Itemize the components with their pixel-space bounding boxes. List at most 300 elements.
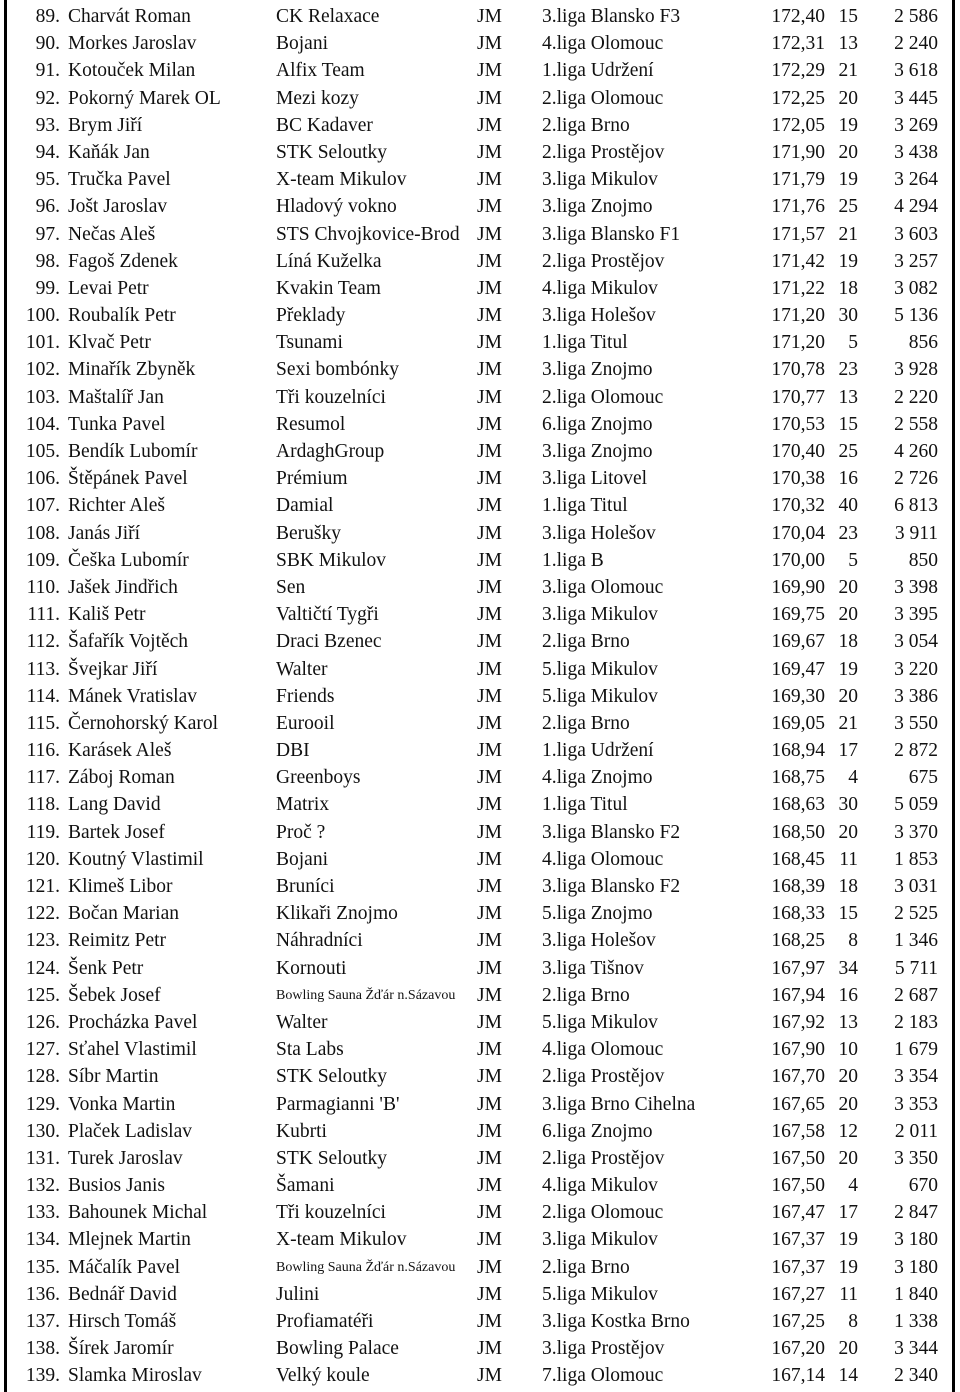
rank-cell: 122.: [25, 903, 60, 925]
player-name-cell: Bartek Josef: [68, 821, 165, 843]
rank-cell: 137.: [25, 1311, 60, 1332]
category-cell: JM: [477, 794, 502, 816]
category-cell: JM: [477, 1093, 502, 1115]
player-name-cell: Busios Janis: [68, 1175, 165, 1197]
pins-total-cell: 2 220: [894, 386, 938, 408]
table-row: [0, 1199, 950, 1226]
pins-total-cell: 4 294: [894, 196, 938, 218]
pins-total-cell: 3 180: [894, 1229, 938, 1251]
games-count-cell: 13: [838, 386, 858, 408]
rank-cell: 126.: [25, 1011, 60, 1033]
player-name-cell: Kotouček Milan: [68, 60, 196, 82]
average-cell: 168,25: [771, 930, 825, 952]
category-cell: JM: [477, 1066, 502, 1088]
player-name-cell: Jošt Jaroslav: [68, 196, 168, 218]
player-name-cell: Slamka Miroslav: [68, 1365, 202, 1387]
category-cell: JM: [477, 33, 502, 55]
games-count-cell: 13: [838, 33, 858, 55]
pins-total-cell: 2 558: [894, 413, 938, 435]
average-cell: 170,53: [771, 413, 825, 435]
table-row: [0, 221, 950, 248]
pins-total-cell: 3 257: [894, 250, 938, 272]
table-row: [0, 982, 950, 1009]
rank-cell: 114.: [26, 685, 60, 707]
average-cell: 167,92: [771, 1011, 825, 1033]
player-name-cell: Tručka Pavel: [68, 169, 171, 191]
average-cell: 169,90: [771, 576, 825, 598]
pins-total-cell: 3 354: [894, 1066, 938, 1088]
rank-cell: 107.: [25, 495, 60, 517]
games-count-cell: 20: [838, 1066, 858, 1088]
average-cell: 170,38: [771, 468, 825, 490]
category-cell: JM: [477, 712, 502, 734]
table-row: [0, 465, 950, 492]
category-cell: JM: [477, 1229, 502, 1251]
league-cell: 6.liga Znojmo: [542, 413, 653, 435]
games-count-cell: 19: [838, 658, 858, 680]
average-cell: 168,63: [771, 794, 825, 816]
table-row: [0, 356, 950, 383]
pins-total-cell: 5 059: [894, 794, 938, 816]
league-cell: 4.liga Olomouc: [542, 1039, 664, 1061]
average-cell: 167,94: [771, 984, 825, 1006]
rank-cell: 108.: [25, 522, 60, 544]
table-row: [0, 384, 950, 411]
pins-total-cell: 3 438: [894, 141, 938, 163]
league-cell: 2.liga Prostějov: [542, 1147, 665, 1169]
rank-cell: 98.: [35, 250, 60, 272]
category-cell: JM: [477, 1202, 502, 1224]
average-cell: 167,47: [771, 1202, 825, 1224]
rank-cell: 125.: [25, 984, 60, 1006]
player-name-cell: Brym Jiří: [68, 114, 143, 136]
team-name-cell: Valtičtí Tygři: [276, 604, 379, 626]
category-cell: JM: [477, 1147, 502, 1169]
league-cell: 3.liga Litovel: [542, 468, 648, 490]
rank-cell: 123.: [25, 930, 60, 952]
average-cell: 167,27: [771, 1283, 825, 1305]
league-cell: 4.liga Mikulov: [542, 277, 658, 299]
league-cell: 2.liga Brno: [542, 114, 630, 136]
average-cell: 171,20: [771, 305, 825, 327]
rank-cell: 103.: [25, 386, 60, 408]
league-cell: 2.liga Brno: [542, 1256, 630, 1278]
league-cell: 5.liga Mikulov: [542, 1011, 658, 1033]
games-count-cell: 40: [838, 495, 858, 517]
player-name-cell: Klvač Petr: [68, 332, 151, 354]
games-count-cell: 16: [838, 984, 858, 1006]
average-cell: 168,45: [771, 848, 825, 870]
league-cell: 3.liga Holešov: [542, 930, 656, 952]
player-name-cell: Klimeš Libor: [68, 876, 173, 897]
team-name-cell: Eurooil: [276, 712, 335, 734]
table-row: [0, 438, 950, 465]
pins-total-cell: 2 183: [894, 1011, 938, 1033]
table-row: [0, 85, 950, 112]
pins-total-cell: 1 679: [894, 1039, 938, 1061]
player-name-cell: Mlejnek Martin: [68, 1229, 191, 1251]
rank-cell: 109.: [25, 549, 60, 571]
table-row: [0, 275, 950, 302]
team-name-cell: SBK Mikulov: [276, 549, 386, 571]
team-name-cell: Kornouti: [276, 957, 347, 979]
rank-cell: 119.: [26, 821, 60, 843]
games-count-cell: 5: [848, 332, 858, 354]
table-row: [0, 302, 950, 329]
games-count-cell: 8: [848, 1311, 858, 1332]
category-cell: JM: [477, 169, 502, 191]
category-cell: JM: [477, 332, 502, 354]
table-row: [0, 1063, 950, 1090]
pins-total-cell: 1 338: [894, 1311, 938, 1332]
table-row: [0, 492, 950, 519]
pins-total-cell: 2 340: [894, 1365, 938, 1387]
team-name-cell: Tři kouzelníci: [276, 386, 386, 408]
rank-cell: 104.: [25, 413, 60, 435]
games-count-cell: 21: [838, 712, 858, 734]
games-count-cell: 8: [848, 930, 858, 952]
right-border-rule: [952, 0, 955, 1392]
pins-total-cell: 3 220: [894, 658, 938, 680]
league-cell: 3.liga Znojmo: [542, 196, 653, 218]
games-count-cell: 17: [838, 740, 858, 762]
games-count-cell: 12: [838, 1120, 858, 1142]
games-count-cell: 20: [838, 604, 858, 626]
team-name-cell: Julini: [276, 1283, 320, 1305]
team-name-cell: STK Seloutky: [276, 141, 388, 163]
team-name-cell: Kubrti: [276, 1120, 327, 1142]
rank-cell: 118.: [26, 794, 60, 816]
table-row: [0, 166, 950, 193]
player-name-cell: Roubalík Petr: [68, 305, 176, 327]
league-cell: 2.liga Brno: [542, 984, 630, 1006]
rank-cell: 96.: [35, 196, 60, 218]
table-row: [0, 248, 950, 275]
league-cell: 2.liga Brno: [542, 712, 630, 734]
average-cell: 168,94: [771, 740, 825, 762]
category-cell: JM: [477, 767, 502, 789]
games-count-cell: 17: [838, 1202, 858, 1224]
player-name-cell: Turek Jaroslav: [68, 1147, 183, 1169]
league-cell: 3.liga Znojmo: [542, 359, 653, 381]
average-cell: 172,29: [771, 60, 825, 82]
table-row: [0, 574, 950, 601]
category-cell: JM: [477, 903, 502, 925]
rank-cell: 138.: [25, 1338, 60, 1360]
games-count-cell: 4: [848, 1175, 858, 1197]
games-count-cell: 20: [838, 685, 858, 707]
player-name-cell: Charvát Roman: [68, 6, 191, 27]
rank-cell: 120.: [25, 848, 60, 870]
league-cell: 3.liga Blansko F2: [542, 821, 681, 843]
player-name-cell: Karásek Aleš: [68, 740, 172, 762]
table-row: [0, 1036, 950, 1063]
team-name-cell: Mezi kozy: [276, 87, 359, 109]
table-row: [0, 737, 950, 764]
average-cell: 171,79: [771, 169, 825, 191]
rank-cell: 133.: [25, 1202, 60, 1224]
games-count-cell: 19: [838, 114, 858, 136]
league-cell: 7.liga Olomouc: [542, 1365, 664, 1387]
games-count-cell: 11: [839, 1283, 858, 1305]
table-row: [0, 764, 950, 791]
category-cell: JM: [477, 305, 502, 327]
team-name-cell: Tři kouzelníci: [276, 1202, 386, 1224]
category-cell: JM: [477, 441, 502, 462]
average-cell: 167,37: [771, 1256, 825, 1278]
league-cell: 5.liga Mikulov: [542, 658, 658, 680]
category-cell: JM: [477, 604, 502, 626]
games-count-cell: 25: [838, 196, 858, 218]
category-cell: JM: [477, 685, 502, 707]
team-name-cell: Šamani: [276, 1175, 335, 1197]
rank-cell: 132.: [25, 1175, 60, 1197]
category-cell: JM: [477, 1120, 502, 1142]
games-count-cell: 16: [838, 468, 858, 490]
rank-cell: 112.: [26, 631, 60, 653]
rank-cell: 106.: [25, 468, 60, 490]
table-row: [0, 628, 950, 655]
average-cell: 170,78: [771, 359, 825, 381]
player-name-cell: Pokorný Marek OL: [68, 87, 221, 109]
average-cell: 171,57: [771, 223, 825, 245]
rank-cell: 99.: [35, 277, 60, 299]
player-name-cell: Máčalík Pavel: [68, 1256, 181, 1278]
league-cell: 4.liga Mikulov: [542, 1175, 658, 1197]
league-cell: 3.liga Blansko F2: [542, 876, 681, 897]
rank-cell: 139.: [25, 1365, 60, 1387]
team-name-cell: Bojani: [276, 33, 328, 55]
team-name-cell: Parmagianni 'B': [276, 1093, 400, 1115]
player-name-cell: Minařík Zbyněk: [68, 359, 196, 381]
table-row: [0, 1172, 950, 1199]
team-name-cell: Matrix: [276, 794, 330, 816]
average-cell: 167,37: [771, 1229, 825, 1251]
games-count-cell: 20: [838, 576, 858, 598]
pins-total-cell: 2 240: [894, 33, 938, 55]
league-cell: 1.liga Titul: [542, 332, 628, 354]
ranking-table: [0, 3, 950, 1390]
player-name-cell: Sťahel Vlastimil: [68, 1039, 197, 1061]
average-cell: 169,30: [771, 685, 825, 707]
average-cell: 170,77: [771, 386, 825, 408]
player-name-cell: Richter Aleš: [68, 495, 165, 517]
games-count-cell: 14: [838, 1365, 858, 1387]
player-name-cell: Fagoš Zdenek: [68, 250, 178, 272]
average-cell: 167,58: [771, 1120, 825, 1142]
player-name-cell: Maštalíř Jan: [68, 386, 164, 408]
category-cell: JM: [477, 1039, 502, 1061]
player-name-cell: Černohorský Karol: [68, 712, 219, 734]
average-cell: 172,25: [771, 87, 825, 109]
table-row: [0, 791, 950, 818]
team-name-cell: Bojani: [276, 848, 328, 870]
pins-total-cell: 4 260: [894, 441, 938, 462]
pins-total-cell: 3 269: [894, 114, 938, 136]
table-row: [0, 1118, 950, 1145]
pins-total-cell: 850: [908, 549, 938, 571]
table-row: [0, 656, 950, 683]
table-row: [0, 139, 950, 166]
team-name-cell: CK Relaxace: [276, 6, 380, 27]
team-name-cell: Damial: [276, 495, 334, 517]
team-name-cell: X-team Mikulov: [276, 1229, 407, 1251]
category-cell: JM: [477, 740, 502, 762]
team-name-cell: Líná Kuželka: [276, 250, 382, 272]
games-count-cell: 5: [848, 549, 858, 571]
rank-cell: 89.: [35, 6, 60, 27]
league-cell: 3.liga Brno Cihelna: [542, 1093, 696, 1115]
category-cell: JM: [477, 848, 502, 870]
league-cell: 3.liga Prostějov: [542, 1338, 665, 1360]
rank-cell: 100.: [25, 305, 60, 327]
pins-total-cell: 3 618: [894, 60, 938, 82]
league-cell: 5.liga Mikulov: [542, 1283, 658, 1305]
rank-cell: 115.: [26, 712, 60, 734]
table-row: [0, 683, 950, 710]
league-cell: 4.liga Znojmo: [542, 767, 653, 789]
team-name-cell: Alfix Team: [276, 60, 365, 82]
league-cell: 3.liga Olomouc: [542, 576, 664, 598]
team-name-cell: DBI: [276, 740, 310, 762]
average-cell: 172,05: [771, 114, 825, 136]
category-cell: JM: [477, 984, 502, 1006]
table-row: [0, 1308, 950, 1335]
league-cell: 3.liga Blansko F3: [542, 6, 681, 27]
team-name-cell: Walter: [276, 658, 328, 680]
league-cell: 3.liga Kostka Brno: [542, 1311, 690, 1332]
league-cell: 2.liga Olomouc: [542, 1202, 664, 1224]
league-cell: 4.liga Olomouc: [542, 33, 664, 55]
category-cell: JM: [477, 495, 502, 517]
player-name-cell: Síbr Martin: [68, 1066, 159, 1088]
category-cell: JM: [477, 930, 502, 952]
table-row: [0, 547, 950, 574]
games-count-cell: 20: [838, 1338, 858, 1360]
pins-total-cell: 670: [908, 1175, 938, 1197]
average-cell: 167,25: [771, 1311, 825, 1332]
average-cell: 167,14: [771, 1365, 825, 1387]
team-name-cell: Bruníci: [276, 876, 335, 897]
table-row: [0, 900, 950, 927]
table-row: [0, 1335, 950, 1362]
player-name-cell: Tunka Pavel: [68, 413, 166, 435]
league-cell: 1.liga B: [542, 549, 604, 571]
league-cell: 4.liga Olomouc: [542, 848, 664, 870]
league-cell: 2.liga Prostějov: [542, 1066, 665, 1088]
rank-cell: 129.: [25, 1093, 60, 1115]
games-count-cell: 21: [838, 60, 858, 82]
category-cell: JM: [477, 386, 502, 408]
category-cell: JM: [477, 1256, 502, 1278]
league-cell: 3.liga Blansko F1: [542, 223, 681, 245]
rank-cell: 134.: [25, 1229, 60, 1251]
category-cell: JM: [477, 549, 502, 571]
league-cell: 5.liga Mikulov: [542, 685, 658, 707]
team-name-cell: Resumol: [276, 413, 346, 435]
rank-cell: 101.: [25, 332, 60, 354]
player-name-cell: Bednář David: [68, 1283, 177, 1305]
rank-cell: 113.: [26, 658, 60, 680]
rank-cell: 90.: [35, 33, 60, 55]
category-cell: JM: [477, 631, 502, 653]
table-row: [0, 1362, 950, 1389]
player-name-cell: Morkes Jaroslav: [68, 33, 197, 55]
team-name-cell: Sexi bombónky: [276, 359, 399, 381]
table-row: [0, 1226, 950, 1253]
games-count-cell: 20: [838, 1093, 858, 1115]
team-name-cell: Bowling Palace: [276, 1338, 399, 1360]
player-name-cell: Kališ Petr: [68, 604, 146, 626]
games-count-cell: 13: [838, 1011, 858, 1033]
table-row: [0, 193, 950, 220]
rank-cell: 97.: [35, 223, 60, 245]
table-row: [0, 1009, 950, 1036]
pins-total-cell: 3 082: [894, 277, 938, 299]
table-row: [0, 520, 950, 547]
rank-cell: 110.: [26, 576, 60, 598]
table-row: [0, 112, 950, 139]
rank-cell: 91.: [35, 60, 60, 82]
team-name-cell: Bowling Sauna Žďár n.Sázavou: [276, 1259, 456, 1275]
games-count-cell: 19: [838, 1229, 858, 1251]
category-cell: JM: [477, 1365, 502, 1387]
category-cell: JM: [477, 250, 502, 272]
player-name-cell: Bahounek Michal: [68, 1202, 208, 1224]
average-cell: 170,00: [771, 549, 825, 571]
pins-total-cell: 2 525: [894, 903, 938, 925]
team-name-cell: BC Kadaver: [276, 114, 373, 136]
category-cell: JM: [477, 1011, 502, 1033]
games-count-cell: 15: [838, 6, 858, 27]
games-count-cell: 30: [838, 305, 858, 327]
average-cell: 169,47: [771, 658, 825, 680]
category-cell: JM: [477, 1311, 502, 1332]
pins-total-cell: 2 726: [894, 468, 938, 490]
average-cell: 170,32: [771, 495, 825, 517]
average-cell: 169,75: [771, 604, 825, 626]
games-count-cell: 23: [838, 359, 858, 381]
table-row: [0, 1281, 950, 1308]
team-name-cell: Profiamatéři: [276, 1311, 374, 1332]
games-count-cell: 15: [838, 903, 858, 925]
category-cell: JM: [477, 6, 502, 27]
pins-total-cell: 5 136: [894, 305, 938, 327]
average-cell: 172,31: [771, 33, 825, 55]
team-name-cell: Tsunami: [276, 332, 343, 354]
pins-total-cell: 5 711: [894, 957, 938, 979]
league-cell: 3.liga Holešov: [542, 305, 656, 327]
average-cell: 168,33: [771, 903, 825, 925]
league-cell: 3.liga Mikulov: [542, 604, 658, 626]
league-cell: 2.liga Brno: [542, 631, 630, 653]
games-count-cell: 11: [839, 848, 858, 870]
category-cell: JM: [477, 60, 502, 82]
rank-cell: 92.: [35, 87, 60, 109]
rank-cell: 105.: [25, 441, 60, 462]
team-name-cell: Berušky: [276, 522, 341, 544]
games-count-cell: 23: [838, 522, 858, 544]
player-name-cell: Šafařík Vojtěch: [68, 631, 189, 653]
pins-total-cell: 1 853: [894, 848, 938, 870]
player-name-cell: Šírek Jaromír: [68, 1338, 174, 1360]
team-name-cell: Proč ?: [276, 821, 326, 843]
average-cell: 170,40: [771, 441, 825, 462]
player-name-cell: Štěpánek Pavel: [68, 468, 188, 490]
pins-total-cell: 3 031: [894, 876, 938, 897]
team-name-cell: STS Chvojkovice-Brod: [276, 223, 460, 245]
team-name-cell: Klikaři Znojmo: [276, 903, 398, 925]
